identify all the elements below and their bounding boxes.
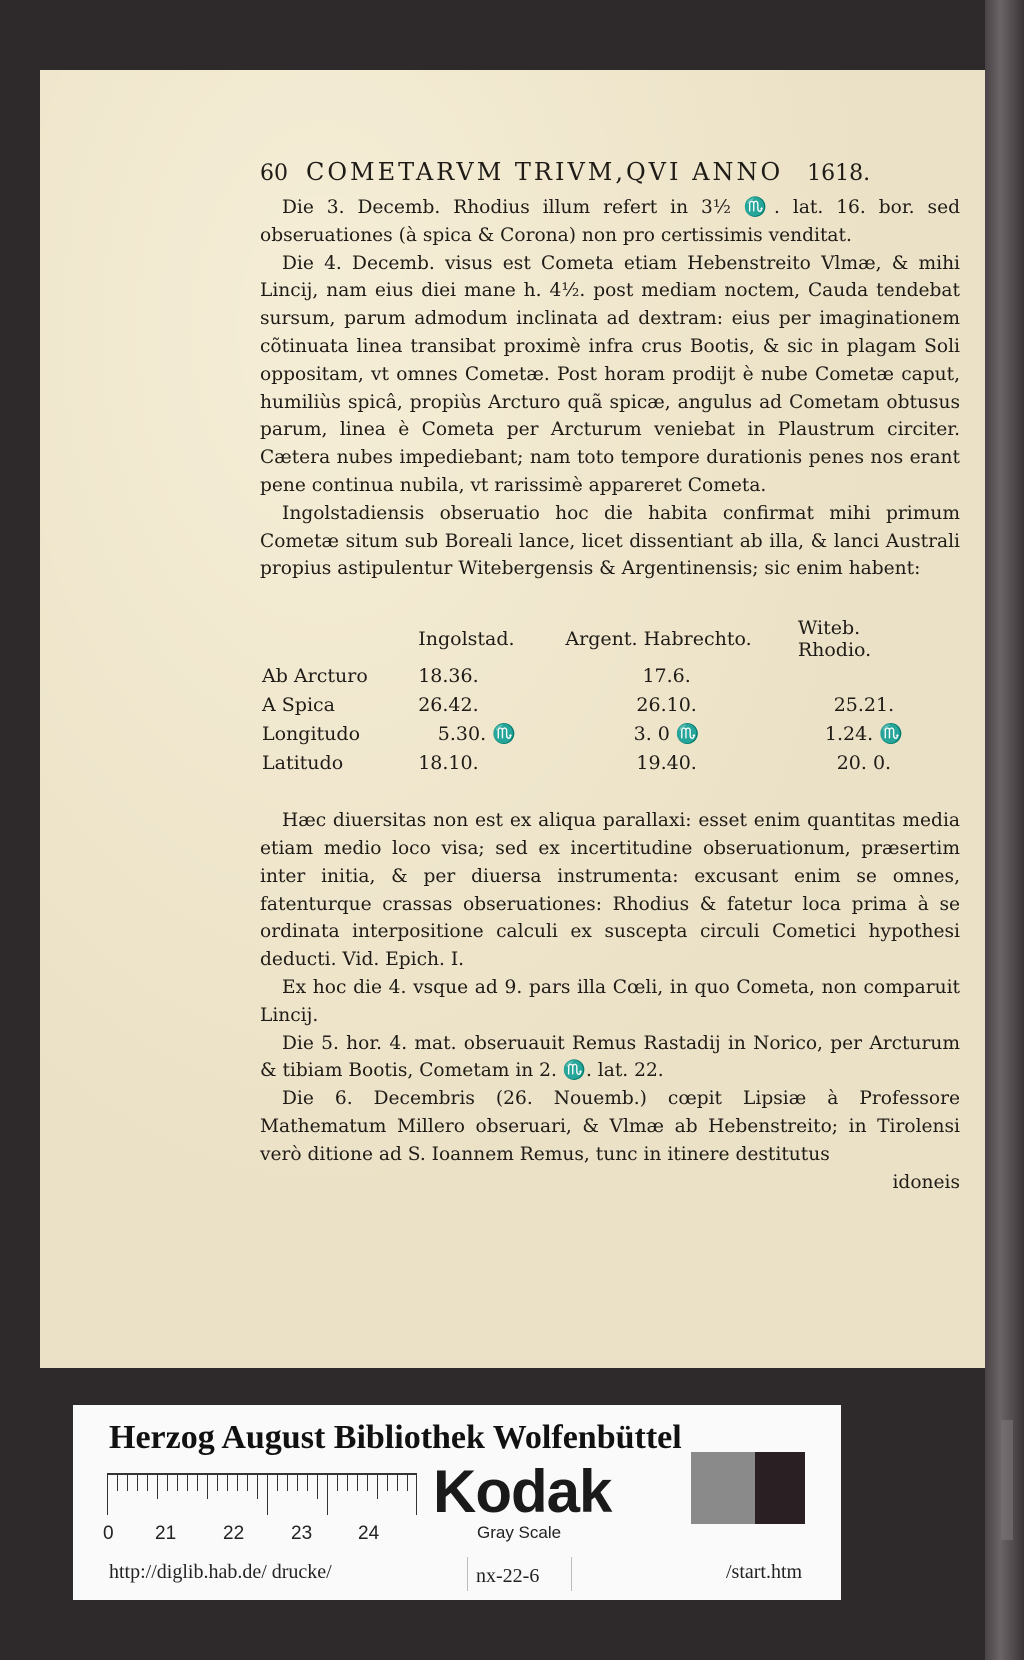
ruler-tick bbox=[227, 1473, 228, 1491]
table-cell: Longitudo bbox=[262, 722, 361, 745]
table-cell: Ab Arcturo bbox=[262, 664, 368, 687]
header-year: 1618. bbox=[807, 161, 871, 186]
paragraph-diversity: Hæc diuersitas non est ex aliqua parallaxi: esset enim quantitas media etiam medio loco visa; sed ex incertitudine obseruationum, præsertim inter initia, & per diuersa instrumenta: excusant enim se omnes, fatenturque crassas obseruationes: Rhodius & fatetur loca prima à se ordinata interpositione calculi ex suscepta circuli Cometici hypothesi deducti. Vid. Epich. I. bbox=[260, 810, 960, 971]
gray-scale-label: Gray Scale bbox=[477, 1523, 562, 1542]
kodak-logo: Kodak bbox=[433, 1458, 612, 1525]
ruler-label: 21 bbox=[155, 1523, 177, 1544]
table-header-row bbox=[262, 617, 960, 661]
ruler-tick bbox=[187, 1473, 188, 1491]
ruler-tick bbox=[177, 1473, 178, 1491]
table-cell: 17.6. bbox=[642, 664, 691, 687]
card-divider bbox=[467, 1557, 468, 1591]
table-cell bbox=[798, 661, 960, 690]
url-left: http://diglib.hab.de/ drucke/ bbox=[109, 1561, 332, 1583]
ruler-tick bbox=[337, 1473, 338, 1491]
paragraph-dec5: Die 5. hor. 4. mat. obseruauit Remus Rastadij in Norico, per Arcturum & tibiam Bootis, Cometam in 2. ♏. lat. 22. bbox=[260, 1032, 960, 1082]
ruler-tick bbox=[167, 1473, 168, 1491]
ruler-tick bbox=[307, 1473, 308, 1491]
ruler-tick bbox=[117, 1473, 118, 1491]
library-name: Herzog August Bibliothek Wolfenbüttel bbox=[109, 1419, 682, 1456]
ruler-tick bbox=[207, 1473, 208, 1499]
ruler-tick bbox=[347, 1473, 348, 1491]
catchword: idoneis bbox=[892, 1171, 960, 1193]
ruler-tick bbox=[127, 1473, 128, 1491]
ruler-label: 24 bbox=[358, 1523, 380, 1544]
page-content bbox=[260, 158, 960, 1196]
paragraph-ingolstadt: Ingolstadiensis obseruatio hoc die habita confirmat mihi primum Cometæ situm sub Boreali lance, licet dissentiant ab illa, & lanci Australi propius astipulentur Witebergensis & Argentinensis; sic enim habent: bbox=[260, 502, 960, 580]
ruler-label: 23 bbox=[291, 1523, 313, 1544]
url-right: /start.htm bbox=[726, 1561, 803, 1583]
table-header-cell: Ingolstad. bbox=[418, 628, 515, 651]
table-row bbox=[262, 690, 960, 719]
table-cell: A Spica bbox=[262, 693, 335, 716]
table-cell: 18.10. bbox=[418, 751, 479, 774]
ruler-tick bbox=[287, 1473, 288, 1491]
table-cell: 19.40. bbox=[636, 751, 697, 774]
ruler bbox=[107, 1473, 417, 1517]
table-cell: 20. 0. bbox=[836, 751, 892, 774]
book-page bbox=[40, 70, 985, 1368]
ruler-tick bbox=[217, 1473, 218, 1491]
card-divider bbox=[571, 1557, 572, 1591]
ruler-tick bbox=[107, 1473, 108, 1515]
ruler-tick bbox=[277, 1473, 278, 1491]
table-header-cell bbox=[262, 617, 418, 661]
ruler-tick bbox=[327, 1473, 328, 1515]
ruler-tick bbox=[357, 1473, 358, 1491]
ruler-tick bbox=[397, 1473, 398, 1491]
table-cell: 26.42. bbox=[418, 693, 479, 716]
adjacent-page-edge bbox=[985, 0, 1024, 1660]
ruler-label: 22 bbox=[223, 1523, 245, 1544]
edge-mark bbox=[1001, 1420, 1013, 1540]
ruler-tick bbox=[416, 1473, 417, 1515]
running-header bbox=[260, 158, 960, 186]
dark-swatch bbox=[755, 1452, 805, 1524]
header-title: COMETARVM TRIVM,QVI ANNO bbox=[306, 158, 784, 186]
table-header-cell: Argent. Habrechto. bbox=[565, 628, 752, 651]
table-row bbox=[262, 661, 960, 690]
ruler-tick bbox=[407, 1473, 408, 1491]
ruler-tick bbox=[267, 1473, 268, 1515]
ruler-tick bbox=[387, 1473, 388, 1491]
ruler-tick bbox=[367, 1473, 368, 1491]
ruler-tick bbox=[297, 1473, 298, 1491]
table-cell: 1.24. ♏ bbox=[824, 723, 903, 746]
ruler-label: 0 bbox=[103, 1523, 114, 1544]
ruler-tick bbox=[237, 1473, 238, 1491]
table-cell: Latitudo bbox=[262, 751, 344, 774]
gray-swatch bbox=[691, 1452, 755, 1524]
table-cell: 5.30. ♏ bbox=[437, 723, 516, 746]
table-cell: 25.21. bbox=[833, 693, 895, 716]
ruler-tick bbox=[377, 1473, 378, 1499]
ruler-tick bbox=[147, 1473, 148, 1491]
ruler-tick bbox=[197, 1473, 198, 1491]
table-row bbox=[262, 719, 960, 748]
table-cell: 3. 0 ♏ bbox=[633, 723, 700, 746]
ruler-baseline bbox=[107, 1473, 417, 1475]
paragraph-dec4: Die 4. Decemb. visus est Cometa etiam Hebenstreito Vlmæ, & mihi Lincij, nam eius diei mane h. 4½. post mediam noctem, Cauda tendebat sursum, parum admodum inclinata ad dextram: eius per imaginationem cõtinuata linea transibat proximè infra crus Bootis, & sic in plagam Soli oppositam, vt omnes Cometæ. Post horam prodijt è nube Cometæ caput, humiliùs spicâ, propiùs Arcturo quã spicæ, angulus ad Cometam obtusus parum, linea è Cometa per Arcturum veniebat in Plaustrum circiter. Cætera nubes impediebant; nam toto tempore durationis penes nos erant pene continua nubila, vt rarissimè appareret Cometa. bbox=[260, 252, 960, 496]
ruler-tick bbox=[257, 1473, 258, 1499]
paragraph-dec4-9: Ex hoc die 4. vsque ad 9. pars illa Cœli, in quo Cometa, non comparuit Lincij. bbox=[260, 976, 960, 1026]
paragraph-dec6: Die 6. Decembris (26. Nouemb.) cœpit Lipsiæ à Professore Mathematum Millero obseruari, & Vlmæ ab Hebenstreito; in Tirolensi verò ditione ad S. Ioannem Remus, tunc in itinere destitutus bbox=[260, 1088, 960, 1165]
ruler-tick bbox=[157, 1473, 158, 1499]
table-cell: 26.10. bbox=[636, 693, 697, 716]
table-row bbox=[262, 748, 960, 777]
ruler-tick bbox=[137, 1473, 138, 1491]
table-header-cell: Witeb. Rhodio. bbox=[797, 617, 872, 662]
observation-table bbox=[262, 617, 960, 777]
ruler-tick bbox=[317, 1473, 318, 1499]
paragraph-dec3: Die 3. Decemb. Rhodius illum refert in 3½ ♏. lat. 16. bor. sed obseruationes (à spica & Corona) non pro certissimis venditat. bbox=[260, 197, 960, 246]
shelf-code: nx-22-6 bbox=[476, 1565, 540, 1587]
scan-target-card bbox=[73, 1405, 841, 1600]
page-number: 60 bbox=[260, 161, 288, 186]
ruler-tick bbox=[247, 1473, 248, 1491]
table-cell: 18.36. bbox=[418, 664, 479, 687]
